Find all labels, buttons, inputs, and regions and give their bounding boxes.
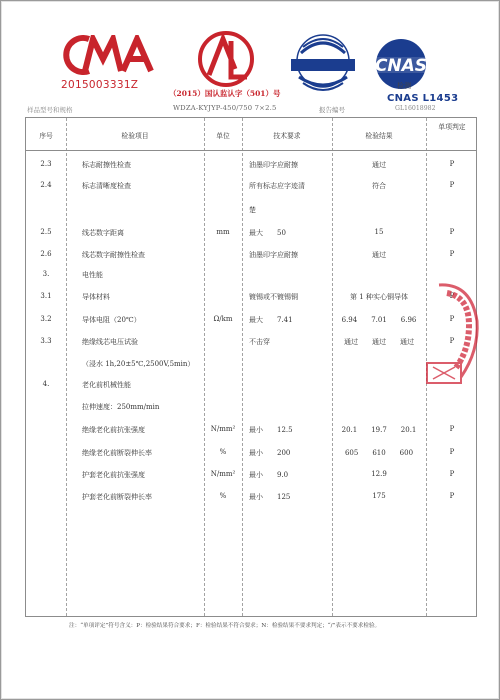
cell-result: 通过 [372, 251, 386, 259]
cell-no: 2.3 [40, 160, 52, 168]
cell-item: 老化前机械性能 [82, 381, 131, 389]
cell-verdict: P [449, 337, 455, 345]
cma-logo [63, 35, 159, 75]
cell-requirement: 楚 [249, 206, 256, 214]
cell-no: 3.2 [40, 315, 52, 323]
cell-result: 6.94 7.01 6.96 [341, 316, 417, 324]
cell-verdict: P [449, 315, 455, 323]
inspection-seal-stamp [419, 281, 483, 391]
svg-text:CNAS: CNAS [374, 56, 428, 76]
cell-unit: % [219, 448, 227, 456]
cell-verdict: P [449, 160, 455, 168]
cell-verdict: P [449, 250, 455, 258]
col-header-verdict: 单项判定 [438, 123, 466, 131]
cell-unit: % [219, 492, 227, 500]
cell-verdict: P [449, 292, 455, 300]
ilac-mra-logo [285, 31, 361, 95]
sample-model-label: 样品型号和规格 [27, 106, 73, 114]
test-results-table [25, 117, 477, 617]
cell-requirement: 油墨印字应耐擦 [249, 161, 298, 169]
cell-requirement: 最大 50 [249, 229, 286, 237]
cell-result: 通过 [372, 161, 386, 169]
cell-item: 绝缘线芯电压试验 [82, 338, 138, 346]
cell-requirement: 镀锡或不镀锡铜 [249, 293, 298, 301]
footnote: 注：“单项评定”符号含义：P：检验结果符合要求；F：检验结果不符合要求；N：检验结果不要求判定；“/”表示不要求检验。 [69, 623, 381, 629]
cell-item: 标志耐擦性检查 [82, 161, 131, 169]
cell-unit: mm [216, 228, 230, 236]
cell-unit: N/mm² [210, 470, 236, 478]
cell-verdict: P [449, 470, 455, 478]
cell-requirement: 油墨印字应耐擦 [249, 251, 298, 259]
sample-model-value: WDZA-KYJYP-450/750 7×2.5 [173, 104, 277, 112]
cell-no: 3.3 [40, 337, 52, 345]
cell-verdict: P [449, 228, 455, 236]
cell-item: 绝缘老化前抗张强度 [82, 426, 145, 434]
cell-requirement: 不击穿 [249, 338, 270, 346]
cell-requirement: 最小 9.0 [249, 471, 289, 479]
cell-result: 第 1 种实心铜导体 [350, 293, 408, 301]
report-number-value: GL16018982 [395, 105, 436, 112]
cell-verdict: P [449, 448, 455, 456]
cell-item: 护套老化前抗张强度 [82, 471, 145, 479]
cell-result: 605 610 600 [344, 449, 414, 457]
cell-no: 3. [42, 270, 50, 278]
cell-no: 4. [42, 380, 50, 388]
cal-certificate-number: （2015）国认监认字（501）号 [169, 89, 281, 98]
lab-word: 检测 [397, 82, 411, 90]
col-header-result: 检验结果 [365, 132, 393, 140]
cell-item: 电性能 [82, 271, 103, 279]
cell-requirement: 最大 7.41 [249, 316, 293, 324]
col-header-unit: 单位 [216, 132, 230, 140]
cell-item: （浸水 1h,20±5℃,2500V,5min） [82, 360, 195, 368]
cal-logo [189, 29, 263, 89]
cell-unit: N/mm² [210, 425, 236, 433]
cell-item: 绝缘老化前断裂伸长率 [82, 449, 152, 457]
cell-result: 12.9 [371, 470, 387, 478]
cell-result: 符合 [372, 182, 386, 190]
col-header-no: 序号 [39, 132, 53, 140]
cell-result: 20.1 19.7 20.1 [341, 426, 417, 434]
cell-item: 线芯数字距离 [82, 229, 124, 237]
cell-unit: Ω/km [213, 315, 233, 323]
cell-item: 标志清晰度检查 [82, 182, 131, 190]
cell-item: 拉伸速度：250mm/min [82, 403, 160, 411]
cma-code: 2015003331Z [61, 79, 139, 91]
cell-no: 2.4 [40, 181, 52, 189]
cell-result: 通过 通过 通过 [344, 338, 414, 346]
cell-requirement: 最小 200 [249, 449, 291, 457]
cell-no: 2.5 [40, 228, 52, 236]
col-header-item: 检验项目 [121, 132, 149, 140]
cell-requirement: 最小 125 [249, 493, 291, 501]
cell-item: 护套老化前断裂伸长率 [82, 493, 152, 501]
cell-item: 线芯数字耐擦性检查 [82, 251, 145, 259]
cell-verdict: P [449, 425, 455, 433]
cell-requirement: 最小 12.5 [249, 426, 293, 434]
cell-item: 导体材料 [82, 293, 110, 301]
cell-verdict: P [449, 181, 455, 189]
cell-no: 2.6 [40, 250, 52, 258]
report-number-label: 报告编号 [319, 106, 345, 114]
cell-requirement: 所有标志应字迹清 [249, 182, 305, 190]
cnas-code: CNAS L1453 [387, 93, 459, 104]
cell-no: 3.1 [40, 292, 52, 300]
col-header-requirement: 技术要求 [273, 132, 301, 140]
cell-item: 导体电阻（20℃） [82, 316, 141, 324]
cell-result: 175 [372, 492, 386, 500]
cell-result: 15 [374, 228, 384, 236]
cell-verdict: P [449, 492, 455, 500]
